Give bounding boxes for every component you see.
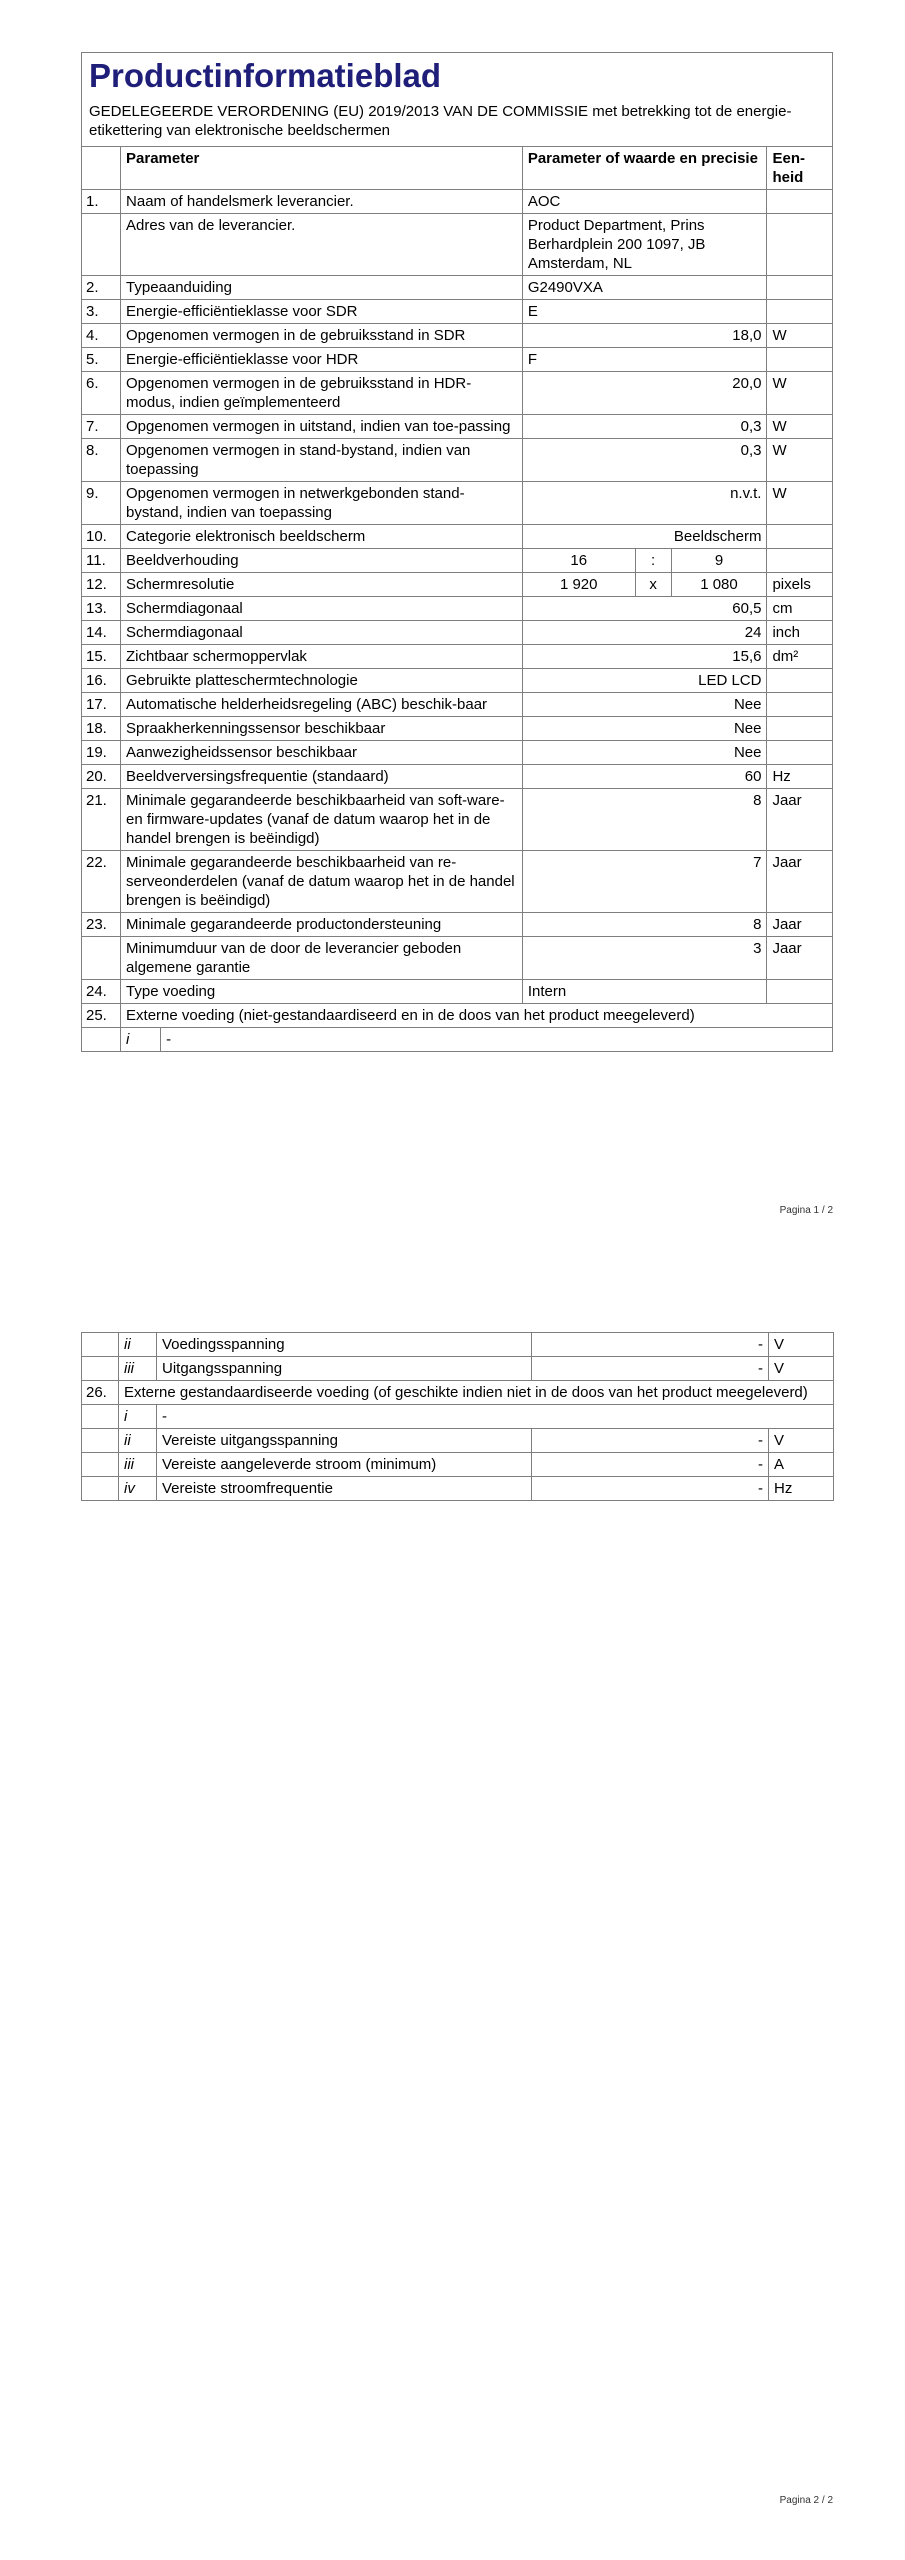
table-row: Minimumduur van de door de leverancier geboden algemene garantie 3 Jaar: [82, 937, 833, 980]
table-row: 9. Opgenomen vermogen in netwerkgebonden stand-bystand, indien van toepassing n.v.t. W: [82, 482, 833, 525]
table-row: 2. Typeaanduiding G2490VXA: [82, 276, 833, 300]
table-row: 25. Externe voeding (niet-gestandaardiseerd en in de doos van het product meegeleverd): [82, 1004, 833, 1028]
table-row: Adres van de leverancier. Product Department, Prins Berhardplein 200 1097, JB Amsterdam, NL: [82, 214, 833, 276]
table-row: 4. Opgenomen vermogen in de gebruiksstand in SDR 18,0 W: [82, 324, 833, 348]
table-row: 13. Schermdiagonaal 60,5 cm: [82, 597, 833, 621]
table-row: 18. Spraakherkenningssensor beschikbaar Nee: [82, 717, 833, 741]
table-row: 1. Naam of handelsmerk leverancier. AOC: [82, 190, 833, 214]
product-info-table: [81, 52, 833, 1052]
table-row: 22. Minimale gegarandeerde beschikbaarheid van re-serveonderdelen (vanaf de datum waarop het in de handel brengen is beëindigd) 7 Jaar: [82, 851, 833, 913]
table-row: 20. Beeldverversingsfrequentie (standaard) 60 Hz: [82, 765, 833, 789]
table-row: 14. Schermdiagonaal 24 inch: [82, 621, 833, 645]
document-subtitle: GEDELEGEERDE VERORDENING (EU) 2019/2013 VAN DE COMMISSIE met betrekking tot de energie-etikettering van elektronische beeldschermen: [89, 103, 792, 139]
aspect-ratio-row: 11. Beeldverhouding 16 : 9: [82, 549, 833, 573]
sub-row: ii Voedingsspanning - V: [82, 1333, 834, 1357]
page-footer: Pagina 1 / 2: [779, 1205, 833, 1216]
table-row: 21. Minimale gegarandeerde beschikbaarheid van soft-ware- en firmware-updates (vanaf de datum waarop het in de handel brengen is beëindigd) 8 Jaar: [82, 789, 833, 851]
table-row: 5. Energie-efficiëntieklasse voor HDR F: [82, 348, 833, 372]
table-row: 10. Categorie elektronisch beeldscherm Beeldscherm: [82, 525, 833, 549]
product-info-table-continued: [81, 1332, 834, 1501]
sub-row: iv Vereiste stroomfrequentie - Hz: [82, 1477, 834, 1501]
table-row: 3. Energie-efficiëntieklasse voor SDR E: [82, 300, 833, 324]
table-row: 23. Minimale gegarandeerde productondersteuning 8 Jaar: [82, 913, 833, 937]
sub-row: iii Uitgangsspanning - V: [82, 1357, 834, 1381]
table-row: 17. Automatische helderheidsregeling (ABC) beschik-baar Nee: [82, 693, 833, 717]
header-parameter: Parameter: [121, 147, 523, 190]
sub-row: i -: [82, 1028, 833, 1052]
header-unit: Een-heid: [767, 147, 833, 190]
header-value: Parameter of waarde en precisie: [522, 147, 767, 190]
sub-row: iii Vereiste aangeleverde stroom (minimum) - A: [82, 1453, 834, 1477]
table-row: 15. Zichtbaar schermoppervlak 15,6 dm²: [82, 645, 833, 669]
title-row: [82, 53, 833, 147]
page-footer: Pagina 2 / 2: [779, 2495, 833, 2506]
table-row: 24. Type voeding Intern: [82, 980, 833, 1004]
table-row: 19. Aanwezigheidssensor beschikbaar Nee: [82, 741, 833, 765]
table-row: 7. Opgenomen vermogen in uitstand, indien van toe-passing 0,3 W: [82, 415, 833, 439]
resolution-row: 12. Schermresolutie 1 920 x 1 080 pixels: [82, 573, 833, 597]
table-row: 6. Opgenomen vermogen in de gebruiksstand in HDR-modus, indien geïmplementeerd 20,0 W: [82, 372, 833, 415]
table-row: 16. Gebruikte platteschermtechnologie LED LCD: [82, 669, 833, 693]
page-2: [0, 1280, 905, 2560]
table-row: 8. Opgenomen vermogen in stand-bystand, indien van toepassing 0,3 W: [82, 439, 833, 482]
document-title: Productinformatieblad: [89, 57, 442, 94]
sub-row: ii Vereiste uitgangsspanning - V: [82, 1429, 834, 1453]
table-row: 26. Externe gestandaardiseerde voeding (of geschikte indien niet in de doos van het product meegeleverd): [82, 1381, 834, 1405]
header-row: [82, 147, 833, 190]
sub-row: i -: [82, 1405, 834, 1429]
